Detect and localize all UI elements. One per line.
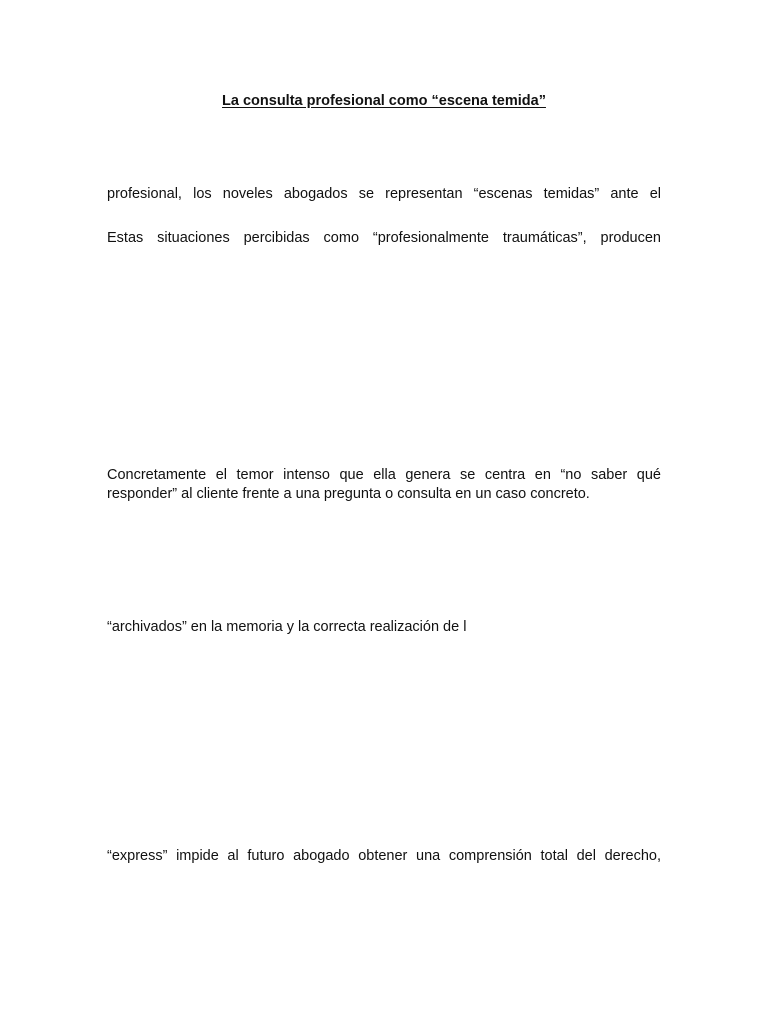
paragraph-line: Concretamente el temor intenso que ella genera se centra en “no saber qué	[107, 467, 661, 483]
paragraph-line: Estas situaciones percibidas como “profesionalmente traumáticas”, producen	[107, 230, 661, 246]
paragraph-line: profesional, los noveles abogados se representan “escenas temidas” ante el	[107, 186, 661, 202]
document-title: La consulta profesional como “escena temida”	[222, 93, 546, 109]
paragraph-line: responder” al cliente frente a una pregunta o consulta en un caso concreto.	[107, 486, 590, 502]
paragraph-line: “express” impide al futuro abogado obtener una comprensión total del derecho,	[107, 848, 661, 864]
paragraph-line: “archivados” en la memoria y la correcta realización de l	[107, 619, 467, 635]
